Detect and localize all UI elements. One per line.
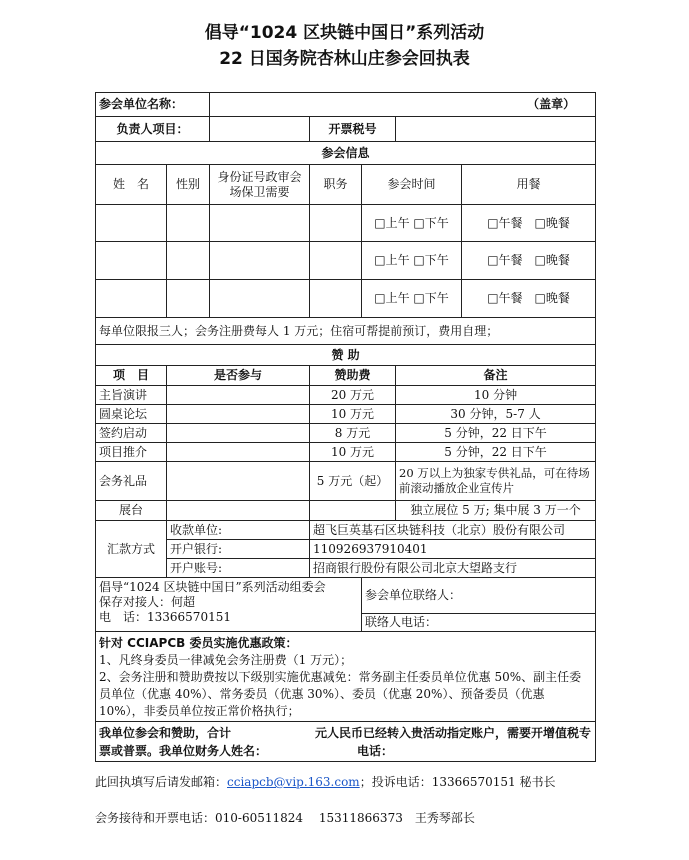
unit-name-label: 参会单位名称：: [96, 93, 210, 117]
registration-notice: 每单位限报三人；会务注册费每人 1 万元；住宿可帮提前预订，费用自理；: [96, 318, 596, 345]
attendee-meal-options[interactable]: □午餐 □晚餐: [462, 205, 596, 242]
bank-value: 110926937910401: [310, 540, 596, 559]
policy-item-1: 1、凡终身委员一律减免会务注册费（1 万元）；: [99, 653, 353, 667]
sponsor-fee-header: 赞助费: [310, 366, 396, 386]
contact-phone-field[interactable]: 联络人电话：: [362, 614, 596, 632]
sponsor-fee: 5 万元（起）: [310, 462, 396, 501]
sponsor-note: 20 万以上为独家专供礼品，可在待场前滚动播放企业宣传片: [396, 462, 596, 501]
sponsor-item: 签约启动: [96, 424, 167, 443]
sponsor-item-header: 项 目: [96, 366, 167, 386]
sponsor-join-field[interactable]: [167, 443, 310, 462]
sponsor-item: 圆桌论坛: [96, 405, 167, 424]
sponsor-row: [96, 424, 596, 443]
attendee-row: [96, 242, 596, 280]
committee-contact: [96, 578, 362, 632]
sponsor-item: 展台: [96, 501, 167, 521]
footer-text-1: 此回执填写后请发邮箱：: [95, 775, 228, 789]
committee-line-2: 保存对接人：何超: [99, 595, 196, 609]
attendee-meal-options[interactable]: □午餐 □晚餐: [462, 280, 596, 318]
footer-text-2: ；投诉电话：13366570151 秘书长: [359, 775, 556, 789]
remit-label: 汇款方式: [96, 521, 167, 578]
policy-item-2: 2、会务注册和赞助费按以下级别实施优惠减免：常务副主任委员单位优惠 50%、副主任委员单位（优惠 40%）、常务委员（优惠 30%）、委员（优惠 20%）、预备委员（优惠 10%），非委员单位按正常价格执行；: [99, 670, 582, 718]
sponsor-join-field[interactable]: [167, 424, 310, 443]
confirmation-statement: [96, 722, 596, 762]
attendee-gender-field[interactable]: [167, 242, 210, 280]
stamp-label: （盖章）: [527, 97, 576, 111]
attendee-name-field[interactable]: [96, 242, 167, 280]
attendee-gender-field[interactable]: [167, 205, 210, 242]
col-time-header: 参会时间: [362, 165, 462, 205]
sponsor-row: [96, 386, 596, 405]
tax-number-label: 开票税号: [310, 117, 396, 142]
discount-policy: [96, 632, 596, 722]
account-label: 开户账号:: [167, 559, 310, 578]
attendee-name-field[interactable]: [96, 205, 167, 242]
attendee-gender-field[interactable]: [167, 280, 210, 318]
sponsor-fee: 20 万元: [310, 386, 396, 405]
attendee-time-options[interactable]: □上午 □下午: [362, 280, 462, 318]
sponsor-row: [96, 462, 596, 501]
col-id-header: 身份证号政审会场保卫需要: [210, 165, 310, 205]
confirm-text-2: 元人民币已经转入贵活动指定账户，需要开增值税专票或普票。我单位财务人姓名：: [99, 725, 592, 758]
sponsor-row: [96, 443, 596, 462]
payee-label: 收款单位:: [167, 521, 310, 540]
attendee-position-field[interactable]: [310, 205, 362, 242]
attendee-id-field[interactable]: [210, 205, 310, 242]
confirm-text-1: 我单位参会和赞助，合计: [99, 725, 232, 740]
sponsor-item: 主旨演讲: [96, 386, 167, 405]
sponsor-join-field[interactable]: [167, 386, 310, 405]
sponsor-note-header: 备注: [396, 366, 596, 386]
committee-line-3: 电 话：13366570151: [99, 610, 231, 624]
sponsor-fee: 10 万元: [310, 405, 396, 424]
attendee-name-field[interactable]: [96, 280, 167, 318]
policy-heading: 针对 CCIAPCB 委员实施优惠政策：: [99, 636, 298, 650]
attendee-time-options[interactable]: □上午 □下午: [362, 205, 462, 242]
col-gender-header: 性别: [167, 165, 210, 205]
confirm-text-3: 电话：: [357, 743, 394, 758]
attendee-time-options[interactable]: □上午 □下午: [362, 242, 462, 280]
col-name-header: 姓 名: [96, 165, 167, 205]
responsible-label: 负责人项目：: [96, 117, 210, 142]
registration-form-table: [95, 92, 596, 762]
sponsor-note: 5 分钟，22 日下午: [396, 443, 596, 462]
sponsor-row: [96, 501, 596, 521]
unit-contact-field[interactable]: 参会单位联络人：: [362, 578, 596, 614]
sponsor-fee: 8 万元: [310, 424, 396, 443]
sponsor-join-field[interactable]: [167, 405, 310, 424]
col-meal-header: 用餐: [462, 165, 596, 205]
document-title: 倡导“1024 区块链中国日”系列活动: [204, 23, 485, 43]
footer-line-1: [95, 774, 595, 790]
sponsor-note: 5 分钟，22 日下午: [396, 424, 596, 443]
sponsor-item: 会务礼品: [96, 462, 167, 501]
email-link[interactable]: cciapcb@vip.163.com: [227, 775, 360, 789]
attendee-row: [96, 205, 596, 242]
sponsor-item: 项目推介: [96, 443, 167, 462]
document-subtitle: 22 日国务院杏林山庄参会回执表: [219, 49, 470, 69]
attendee-id-field[interactable]: [210, 242, 310, 280]
col-position-header: 职务: [310, 165, 362, 205]
sponsor-row: [96, 405, 596, 424]
account-value: 招商银行股份有限公司北京大望路支行: [310, 559, 596, 578]
payee-value: 超飞巨英基石区块链科技（北京）股份有限公司: [310, 521, 596, 540]
sponsor-join-header: 是否参与: [167, 366, 310, 386]
tax-number-field[interactable]: [396, 117, 596, 142]
unit-name-field[interactable]: [210, 93, 596, 117]
attendee-position-field[interactable]: [310, 242, 362, 280]
attendee-position-field[interactable]: [310, 280, 362, 318]
sponsor-note: 10 分钟: [396, 386, 596, 405]
sponsor-fee: [310, 501, 396, 521]
sponsor-join-field[interactable]: [167, 501, 310, 521]
attendee-id-field[interactable]: [210, 280, 310, 318]
attendee-meal-options[interactable]: □午餐 □晚餐: [462, 242, 596, 280]
responsible-field[interactable]: [210, 117, 310, 142]
attendee-section-header: 参会信息: [96, 142, 596, 165]
footer-line-2: 会务接待和开票电话：010-60511824 15311866373 王秀琴部长: [95, 811, 475, 825]
sponsor-fee: 10 万元: [310, 443, 396, 462]
bank-label: 开户银行:: [167, 540, 310, 559]
sponsor-section-header: 赞 助: [96, 345, 596, 366]
sponsor-note: 30 分钟，5-7 人: [396, 405, 596, 424]
sponsor-join-field[interactable]: [167, 462, 310, 501]
committee-line-1: 倡导“1024 区块链中国日”系列活动组委会: [99, 580, 326, 594]
sponsor-note: 独立展位 5 万; 集中展 3 万一个: [396, 501, 596, 521]
attendee-row: [96, 280, 596, 318]
